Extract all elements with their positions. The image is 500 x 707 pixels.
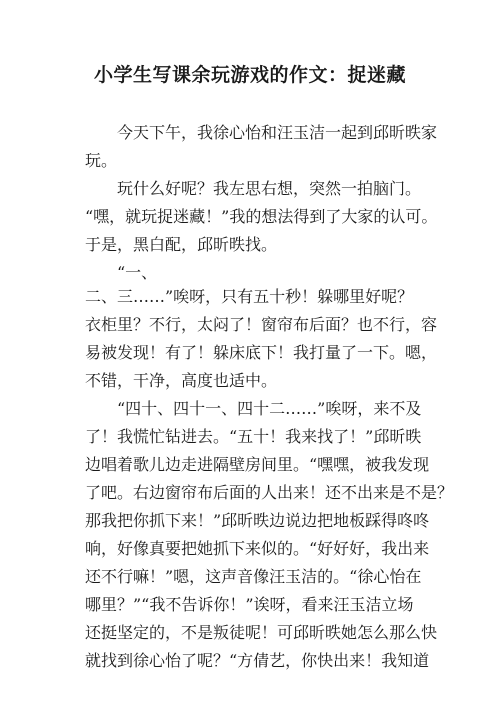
text-line: 那我把你抓下来！”邱昕昳边说边把地板踩得咚咚 xyxy=(85,511,430,530)
text-line: 衣柜里？不行，太闷了！窗帘布后面？也不行，容 xyxy=(85,315,438,334)
text-line: 二、三……”唉呀，只有五十秒！躲哪里好呢？ xyxy=(85,287,414,306)
text-line: 还不行嘛！”嗯，这声音像汪玉洁的。“徐心怡在 xyxy=(85,567,422,586)
text-line: 哪里？”“我不告诉你！”诶呀，看来汪玉洁立场 xyxy=(85,595,414,614)
text-line: 边唱着歌儿边走进隔壁房间里。“嘿嘿，被我发现 xyxy=(85,455,430,474)
text-line: “一、 xyxy=(85,263,158,282)
text-line: 了吧。右边窗帘布后面的人出来！还不出来是不是？ xyxy=(85,483,454,502)
text-line: 玩。 xyxy=(85,151,118,170)
text-line: “四十、四十一、四十二……”唉呀，来不及 xyxy=(85,399,422,418)
text-line: 不错，干净，高度也适中。 xyxy=(85,371,278,390)
document-title: 小学生写课余玩游戏的作文：捉迷藏 xyxy=(93,64,406,86)
text-line: 玩什么好呢？我左思右想，突然一拍脑门。 xyxy=(85,179,422,198)
text-line: 还挺坚定的，不是叛徒呢！可邱昕昳她怎么那么快 xyxy=(85,623,438,642)
text-line: 今天下午，我徐心怡和汪玉洁一起到邱昕昳家 xyxy=(85,123,438,142)
text-line: 了！我慌忙钻进去。“五十！我来找了！”邱昕昳 xyxy=(85,427,422,446)
text-line: “嘿，就玩捉迷藏！”我的想法得到了大家的认可。 xyxy=(85,207,438,226)
text-line: 就找到徐心怡了呢？“方倩艺，你快出来！我知道 xyxy=(85,651,430,670)
text-line: 响，好像真要把她抓下来似的。“好好好，我出来 xyxy=(85,539,430,558)
text-line: 于是，黑白配，邱昕昳找。 xyxy=(85,235,278,254)
text-line: 易被发现！有了！躲床底下！我打量了一下。嗯， xyxy=(85,343,438,362)
